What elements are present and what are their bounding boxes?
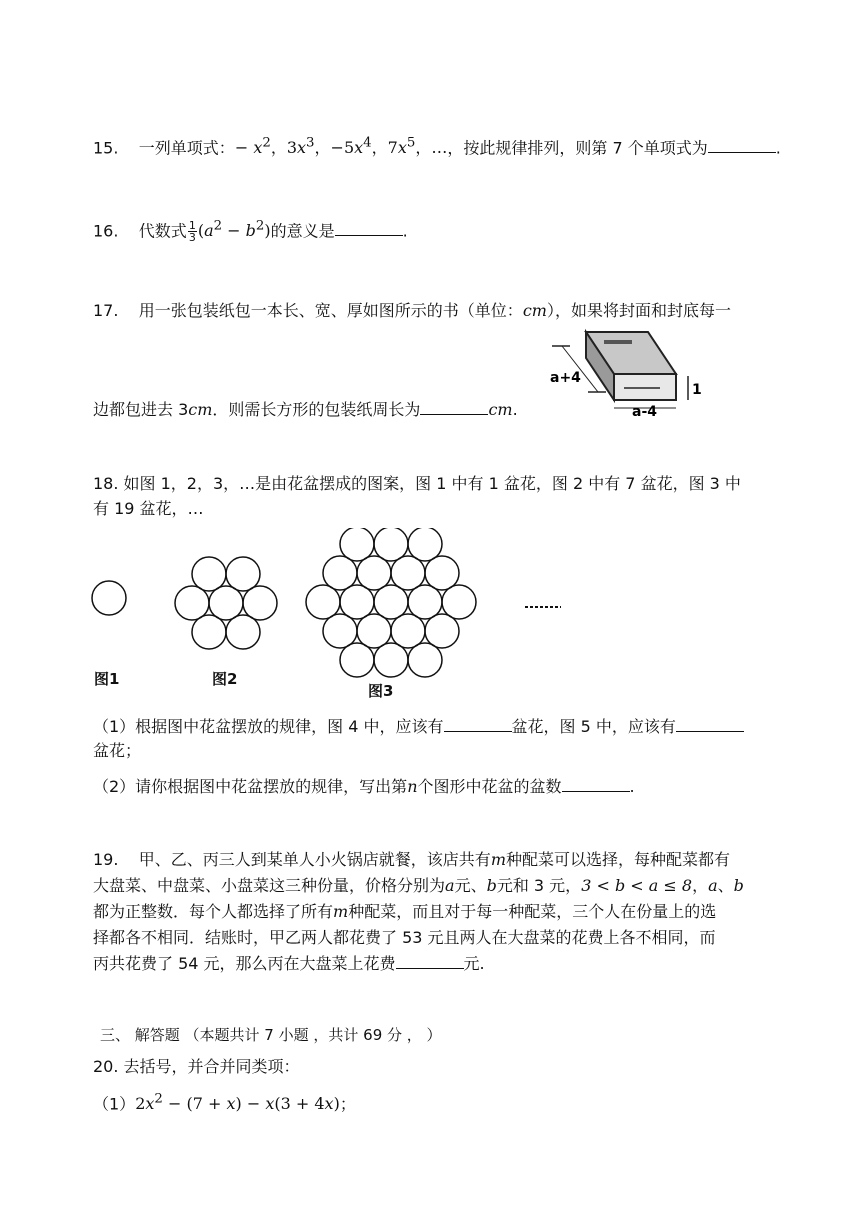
flower-pot	[374, 585, 408, 619]
q18-sub1-text: （1）根据图中花盆摆放的规律，图 4 中，应该有	[93, 717, 444, 736]
frac-denominator: 3	[188, 231, 196, 245]
q18-sub2-text-b: 个图形中花盆的盆数	[417, 777, 562, 796]
flower-pot	[209, 586, 243, 620]
flower-pot	[226, 557, 260, 591]
q19-text-1a: 甲、乙、丙三人到某单人小火锅店就餐，该店共有	[138, 850, 491, 869]
q15-monomials: − $x^2$，$3x^3$，$-5x^4$，$7x^5$，…	[234, 136, 448, 158]
q19-text-1b: 种配菜可以选择，每种配菜都有	[505, 850, 730, 869]
question-20: 20. 去括号，并合并同类项：	[93, 1057, 300, 1076]
q19-sep: 、	[717, 876, 734, 895]
q20-sub1-prefix: （1）	[93, 1094, 136, 1114]
flower-pot	[425, 556, 459, 590]
q16-number: 16.	[93, 221, 119, 241]
question-15	[93, 133, 781, 159]
figure-1-circles	[92, 581, 126, 615]
q19-text-2a: 大盘菜、中盘菜、小盘菜这三种份量，价格分别为	[93, 876, 446, 895]
q17-unit: cm	[522, 301, 547, 320]
flower-pot	[391, 556, 425, 590]
flower-pot	[92, 581, 126, 615]
fig-label-a-plus-4: a+4	[550, 370, 581, 386]
q19-var-b2: b	[733, 876, 744, 895]
q20-sub1-expression: $2x^2 - (7 + x) - x(3 + 4x)$	[135, 1092, 340, 1114]
q17-text-end: ），如果将封面和封底每一	[546, 301, 731, 320]
flower-pot	[340, 643, 374, 677]
q19-var-m: m	[490, 850, 506, 869]
q18-nth-blank[interactable]	[562, 777, 630, 792]
flower-pot	[192, 615, 226, 649]
q19-text-2b: 元、	[454, 876, 487, 895]
q16-text: 的意义是	[270, 221, 335, 241]
q17-answer-blank[interactable]	[420, 400, 488, 415]
q19-vars-ab: a	[708, 876, 718, 895]
question-18-line1: 18. 如图 1，2，3，…是由花盆摆成的图案，图 1 中有 1 盆花，图 2 中有 7 盆花，图 3 中	[93, 474, 741, 493]
q19-text-2c: 元和 3 元，	[496, 876, 582, 895]
figure-2-circles	[175, 557, 277, 649]
q15-number: 15.	[93, 138, 119, 158]
q18-sub1-text-b: 盆花，图 5 中，应该有	[511, 717, 676, 736]
q19-text-3b: 种配菜，而且对于每一种配菜，三个人在份量上的选	[348, 902, 717, 921]
question-19-line4: 择都各不相同．结账时，甲乙两人都花费了 53 元且两人在大盘菜的花费上各不相同，而	[93, 928, 716, 947]
q18-sub1-line1	[93, 716, 744, 738]
q18-fig4-blank[interactable]	[444, 717, 512, 732]
q20-sub1	[93, 1089, 356, 1115]
flower-pot	[374, 643, 408, 677]
flower-pot	[340, 585, 374, 619]
q19-var-b: b	[486, 876, 497, 895]
q17-end: .	[512, 400, 518, 419]
q15-text: ，按此规律排列，则第 7 个单项式为	[447, 138, 708, 158]
flower-pot	[357, 556, 391, 590]
q17-line2-text: 边都包进去 3	[93, 400, 189, 419]
q20-sub1-end: ；	[339, 1094, 356, 1114]
flower-pot	[306, 585, 340, 619]
question-19-line5	[93, 953, 485, 975]
flower-pot	[175, 586, 209, 620]
figure-3-label: 图3	[368, 682, 394, 700]
question-19-line1	[93, 849, 730, 871]
q16-answer-blank[interactable]	[335, 221, 403, 236]
q18-sub2-text: （2）请你根据图中花盆摆放的规律，写出第	[93, 777, 408, 796]
flower-pot	[442, 585, 476, 619]
section-3-title: 三、 解答题 （本题共计 7 小题 ，共计 69 分 ， ）	[100, 1026, 442, 1044]
q19-text-2d: ，	[692, 876, 709, 895]
q19-var-a: a	[445, 876, 455, 895]
q15-end: .	[775, 138, 781, 158]
question-19-line2	[93, 875, 744, 897]
q19-text-3a: 都为正整数．每个人都选择了所有	[93, 902, 334, 921]
flower-pot	[408, 585, 442, 619]
q15-answer-blank[interactable]	[708, 138, 776, 153]
q16-prefix: 代数式	[138, 221, 187, 241]
q19-answer-blank[interactable]	[396, 954, 464, 969]
question-16	[93, 216, 408, 243]
q18-sub1-line2: 盆花；	[93, 741, 142, 760]
fig-label-a-minus-4: a-4	[632, 404, 657, 418]
book-figure	[548, 328, 708, 418]
q17-unit-3: cm	[488, 400, 513, 419]
q19-inequality: 3 < b < a ≤ 8	[581, 876, 693, 895]
figure-2-label: 图2	[212, 670, 238, 688]
q18-sub2	[93, 776, 635, 798]
fig-label-1: 1	[692, 382, 702, 398]
figure-3-bottom-row	[338, 640, 458, 680]
question-17-line1	[93, 300, 731, 322]
q17-text: 用一张包装纸包一本长、宽、厚如图所示的书（单位：	[138, 301, 523, 320]
q17-line2-text-b: ．则需长方形的包装纸周长为	[212, 400, 421, 419]
frac-numerator: 1	[188, 219, 196, 233]
q18-sub2-end: .	[629, 777, 635, 796]
flower-pot	[243, 586, 277, 620]
q19-text-5a: 丙共花费了 54 元，那么丙在大盘菜上花费	[93, 954, 396, 973]
figure-3-circles	[306, 528, 476, 648]
figure-1-label: 图1	[94, 670, 120, 688]
q18-sub2-var: n	[407, 777, 418, 796]
question-17-line2	[93, 399, 518, 421]
q19-text-5b: 元.	[463, 954, 485, 973]
question-19-line3	[93, 901, 716, 923]
flower-pot	[323, 556, 357, 590]
flower-pot	[226, 615, 260, 649]
flower-pot	[408, 643, 442, 677]
q16-fraction	[188, 220, 197, 243]
q16-expression: $(a^2 - b^2)$	[197, 219, 271, 241]
flower-pot	[192, 557, 226, 591]
q18-fig5-blank[interactable]	[676, 717, 744, 732]
q16-end: .	[402, 221, 408, 241]
q19-number: 19.	[93, 850, 119, 869]
q15-prefix: 一列单项式：	[138, 138, 235, 158]
q17-number: 17.	[93, 301, 119, 320]
q17-unit-2: cm	[188, 400, 213, 419]
question-18-line2: 有 19 盆花，…	[93, 499, 204, 518]
q19-var-m2: m	[333, 902, 349, 921]
